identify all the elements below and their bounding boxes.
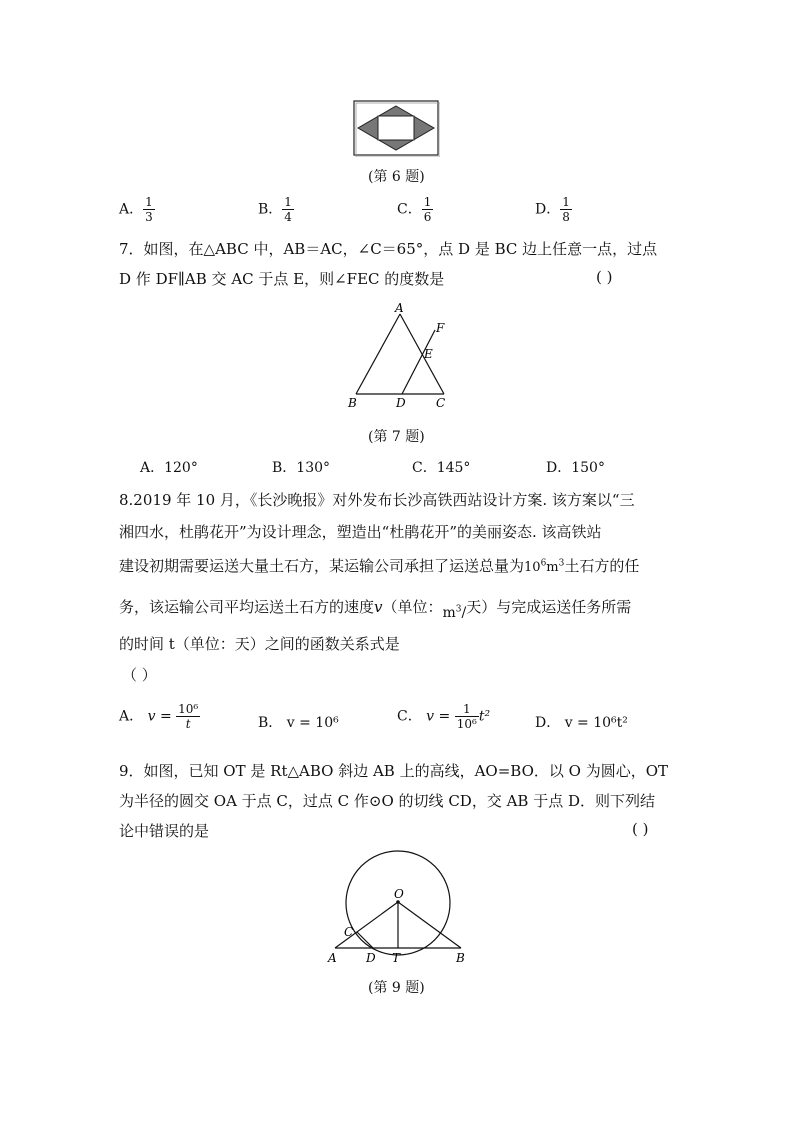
fig7-label-c: C bbox=[436, 396, 446, 410]
q6-option-d bbox=[535, 195, 572, 224]
fig9-label-t: T bbox=[392, 951, 401, 965]
q6-option-c bbox=[397, 195, 433, 224]
fig7-label-b: B bbox=[348, 396, 357, 410]
q7-text-line-1: 7．如图，在△ABC 中，AB＝AC，∠C＝65°，点 D 是 BC 边上任意一点，过点 bbox=[119, 240, 658, 258]
fig9-label-d: D bbox=[366, 951, 376, 965]
fig7-label-f: F bbox=[436, 321, 445, 335]
q8-text-line-5: 的时间 t（单位：天）之间的函数关系式是 bbox=[119, 635, 400, 653]
text-span: 务，该运输公司平均运送土石方的速度 bbox=[119, 598, 375, 616]
fig9-label-a: A bbox=[328, 951, 337, 965]
fraction: $\frac{1}{4}$ bbox=[284, 195, 292, 224]
q8-option-b bbox=[258, 712, 339, 732]
q9-text-line-1: 9．如图，已知 OT 是 Rt△ABO 斜边 AB 上的高线，AO=BO．以 O 为圆心，OT bbox=[119, 762, 669, 780]
fraction: $\frac{1}{8}$ bbox=[562, 195, 570, 224]
q7-option-d: D．150° bbox=[546, 460, 605, 476]
q7-text-line-2: D 作 DF∥AB 交 AC 于点 E，则∠FEC 的度数是 bbox=[119, 270, 445, 288]
figure-6 bbox=[352, 99, 440, 157]
q6-option-b bbox=[258, 195, 294, 224]
text-span: 土石方的任 bbox=[564, 557, 640, 575]
fig7-label-d: D bbox=[396, 396, 406, 410]
math-lhs: v = bbox=[147, 708, 172, 725]
fig9-label-c: C bbox=[344, 925, 354, 939]
q8-option-c bbox=[397, 702, 490, 731]
q8-answer-paren: （ ） bbox=[122, 666, 157, 684]
fraction: $\frac{1}{6}$ bbox=[423, 195, 432, 224]
math-unit: $m^3/$ bbox=[442, 604, 467, 621]
figure-7 bbox=[340, 300, 460, 412]
option-letter: D． bbox=[535, 201, 561, 218]
fig9-label-b: B bbox=[456, 951, 465, 965]
figure-9 bbox=[325, 850, 475, 970]
q7-option-a: A．120° bbox=[140, 460, 198, 476]
math-total: $10^6m^3$ bbox=[524, 558, 565, 575]
option-letter: A． bbox=[119, 201, 144, 218]
fig7-segment-ab bbox=[356, 314, 400, 394]
math-expr: v = 10⁶t² bbox=[564, 715, 628, 731]
fraction: $\frac{\text{10⁶}}{t}$ bbox=[178, 702, 199, 731]
q8-text-line-3 bbox=[119, 555, 639, 576]
math-lhs: v = bbox=[426, 708, 451, 725]
text-span: 建设初期需要运送大量土石方，某运输公司承担了运送总量为 bbox=[119, 557, 525, 575]
fig9-segment-ob bbox=[398, 902, 461, 948]
math-v: v bbox=[374, 598, 383, 616]
figure-7-caption: (第 7 题) bbox=[368, 429, 425, 445]
text-span: （单位： bbox=[382, 598, 443, 616]
figure-6-caption: (第 6 题) bbox=[368, 169, 425, 185]
q7-option-b: B．130° bbox=[272, 460, 331, 476]
q8-option-a bbox=[119, 702, 200, 731]
option-letter: C． bbox=[397, 201, 422, 218]
option-letter: A． bbox=[119, 708, 144, 725]
option-letter: C． bbox=[397, 708, 422, 725]
q8-text-line-2: 湘四水，杜鹃花开”为设计理念，塑造出“杜鹃花开”的美丽姿态. 该高铁站 bbox=[119, 523, 602, 541]
option-letter: D． bbox=[535, 715, 561, 731]
option-letter: B． bbox=[258, 201, 283, 218]
q7-answer-paren: ( ) bbox=[596, 268, 613, 286]
fig7-label-e: E bbox=[424, 347, 433, 361]
q8-text-line-4 bbox=[119, 596, 632, 621]
option-letter: B． bbox=[258, 715, 283, 731]
figure-9-caption: (第 9 题) bbox=[368, 980, 425, 996]
fraction: $\frac{1}{3}$ bbox=[145, 195, 153, 224]
fig7-segment-df bbox=[402, 330, 435, 394]
q9-answer-paren: ( ) bbox=[632, 820, 649, 838]
fig9-tangent-cd bbox=[357, 932, 373, 948]
fraction: $\frac{1}{\text{10⁶}}$ bbox=[456, 702, 477, 731]
q9-text-line-2: 为半径的圆交 OA 于点 C，过点 C 作⊙O 的切线 CD，交 AB 于点 D．则下列结 bbox=[119, 792, 656, 810]
q8-text-line-1: 8.2019 年 10 月，《长沙晚报》对外发布长沙高铁西站设计方案. 该方案以“三 bbox=[119, 491, 635, 509]
math-tail: t² bbox=[478, 708, 491, 725]
math-expr: v = 10⁶ bbox=[286, 715, 339, 731]
fig6-inner-rect bbox=[378, 116, 414, 140]
fig7-label-a: A bbox=[395, 301, 404, 315]
q7-option-c: C．145° bbox=[412, 460, 471, 476]
text-span: 天）与完成运送任务所需 bbox=[466, 598, 632, 616]
q8-option-d bbox=[535, 712, 628, 732]
q9-text-line-3: 论中错误的是 bbox=[119, 822, 210, 840]
fig9-label-o: O bbox=[394, 887, 404, 901]
q6-option-a bbox=[119, 195, 155, 224]
